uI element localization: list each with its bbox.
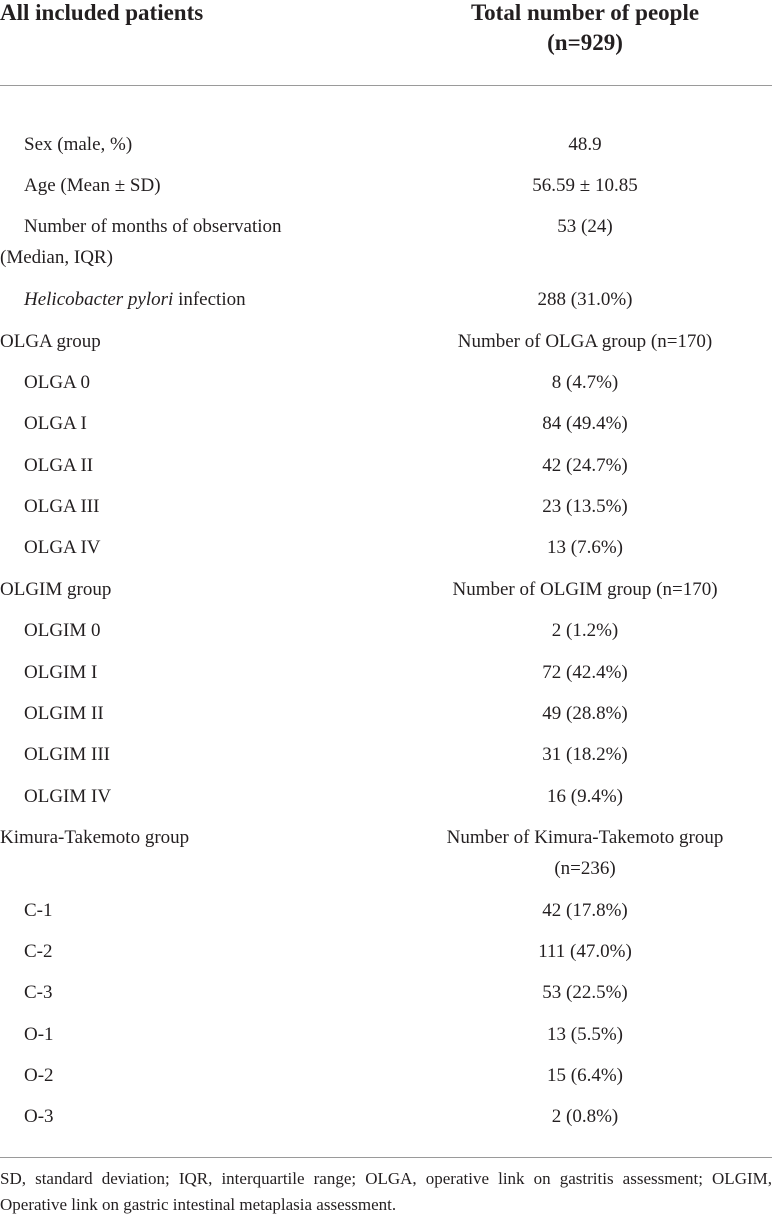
row-value: 13 (7.6%) — [547, 537, 623, 558]
group-value: Number of OLGIM group (n=170) — [452, 579, 718, 600]
row-label: OLGA III — [24, 496, 100, 517]
group-value: Number of OLGA group (n=170) — [457, 331, 713, 352]
row-label: OLGIM IV — [24, 786, 112, 807]
group-value-line1: Number of Kimura-Takemoto group — [446, 827, 724, 848]
row-label: OLGA II — [24, 455, 94, 476]
group-label: OLGA group — [0, 331, 101, 352]
row-value: 16 (9.4%) — [547, 786, 623, 807]
row-value: 42 (24.7%) — [542, 455, 628, 476]
row-value: 42 (17.8%) — [542, 900, 628, 921]
row-value: 15 (6.4%) — [547, 1065, 623, 1086]
row-label: OLGIM II — [24, 703, 104, 724]
row-label: C-3 — [24, 982, 53, 1003]
row-label: C-2 — [24, 941, 53, 962]
row-label: O-3 — [24, 1106, 54, 1127]
row-label: O-1 — [24, 1024, 54, 1045]
row-value: 56.59 ± 10.85 — [532, 175, 638, 196]
row-label: OLGIM I — [24, 662, 98, 683]
row-label: Age (Mean ± SD) — [24, 175, 161, 196]
row-value: 53 (24) — [557, 216, 613, 237]
row-label: OLGA 0 — [24, 372, 90, 393]
header-col-total-line1: Total number of people — [470, 0, 700, 25]
row-value: 13 (5.5%) — [547, 1024, 623, 1045]
row-label-italic: Helicobacter pylori — [24, 289, 174, 310]
row-value: 2 (1.2%) — [551, 620, 619, 641]
row-label-line1: Number of months of observation — [24, 216, 282, 237]
group-value — [398, 822, 772, 884]
row-label: OLGA I — [24, 413, 87, 434]
header-col-total — [398, 0, 772, 58]
group-value-line2: (n=236) — [554, 858, 616, 879]
row-value: 49 (28.8%) — [542, 703, 628, 724]
row-label: OLGIM 0 — [24, 620, 101, 641]
row-value: 48.9 — [568, 134, 602, 155]
row-label: OLGIM III — [24, 744, 111, 765]
row-value: 84 (49.4%) — [542, 413, 628, 434]
header-col-total-line2: (n=929) — [547, 30, 623, 55]
row-label: Sex (male, %) — [24, 134, 133, 155]
row-value: 2 (0.8%) — [551, 1106, 619, 1127]
group-label: OLGIM group — [0, 579, 112, 600]
group-label: Kimura-Takemoto group — [0, 827, 190, 848]
row-value: 53 (22.5%) — [542, 982, 628, 1003]
header-col-patients: All included patients — [0, 0, 204, 25]
row-label: O-2 — [24, 1065, 54, 1086]
row-value: 8 (4.7%) — [551, 372, 619, 393]
table-footnote: SD, standard deviation; IQR, interquartile range; OLGA, operative link on gastritis assessment; OLGIM, Operative link on gastric intestinal metaplasia assessment. — [0, 1169, 772, 1214]
row-value: 23 (13.5%) — [542, 496, 628, 517]
row-label-line2: (Median, IQR) — [0, 247, 113, 268]
table-bottom-rule — [0, 1157, 772, 1158]
row-label: C-1 — [24, 900, 53, 921]
table-header — [0, 0, 772, 86]
row-value: 288 (31.0%) — [537, 289, 633, 310]
row-label — [24, 284, 414, 315]
row-label: OLGA IV — [24, 537, 101, 558]
row-value: 111 (47.0%) — [538, 941, 632, 962]
row-value: 72 (42.4%) — [542, 662, 628, 683]
row-value: 31 (18.2%) — [542, 744, 628, 765]
row-label-rest: infection — [173, 289, 246, 310]
row-label — [0, 211, 414, 273]
